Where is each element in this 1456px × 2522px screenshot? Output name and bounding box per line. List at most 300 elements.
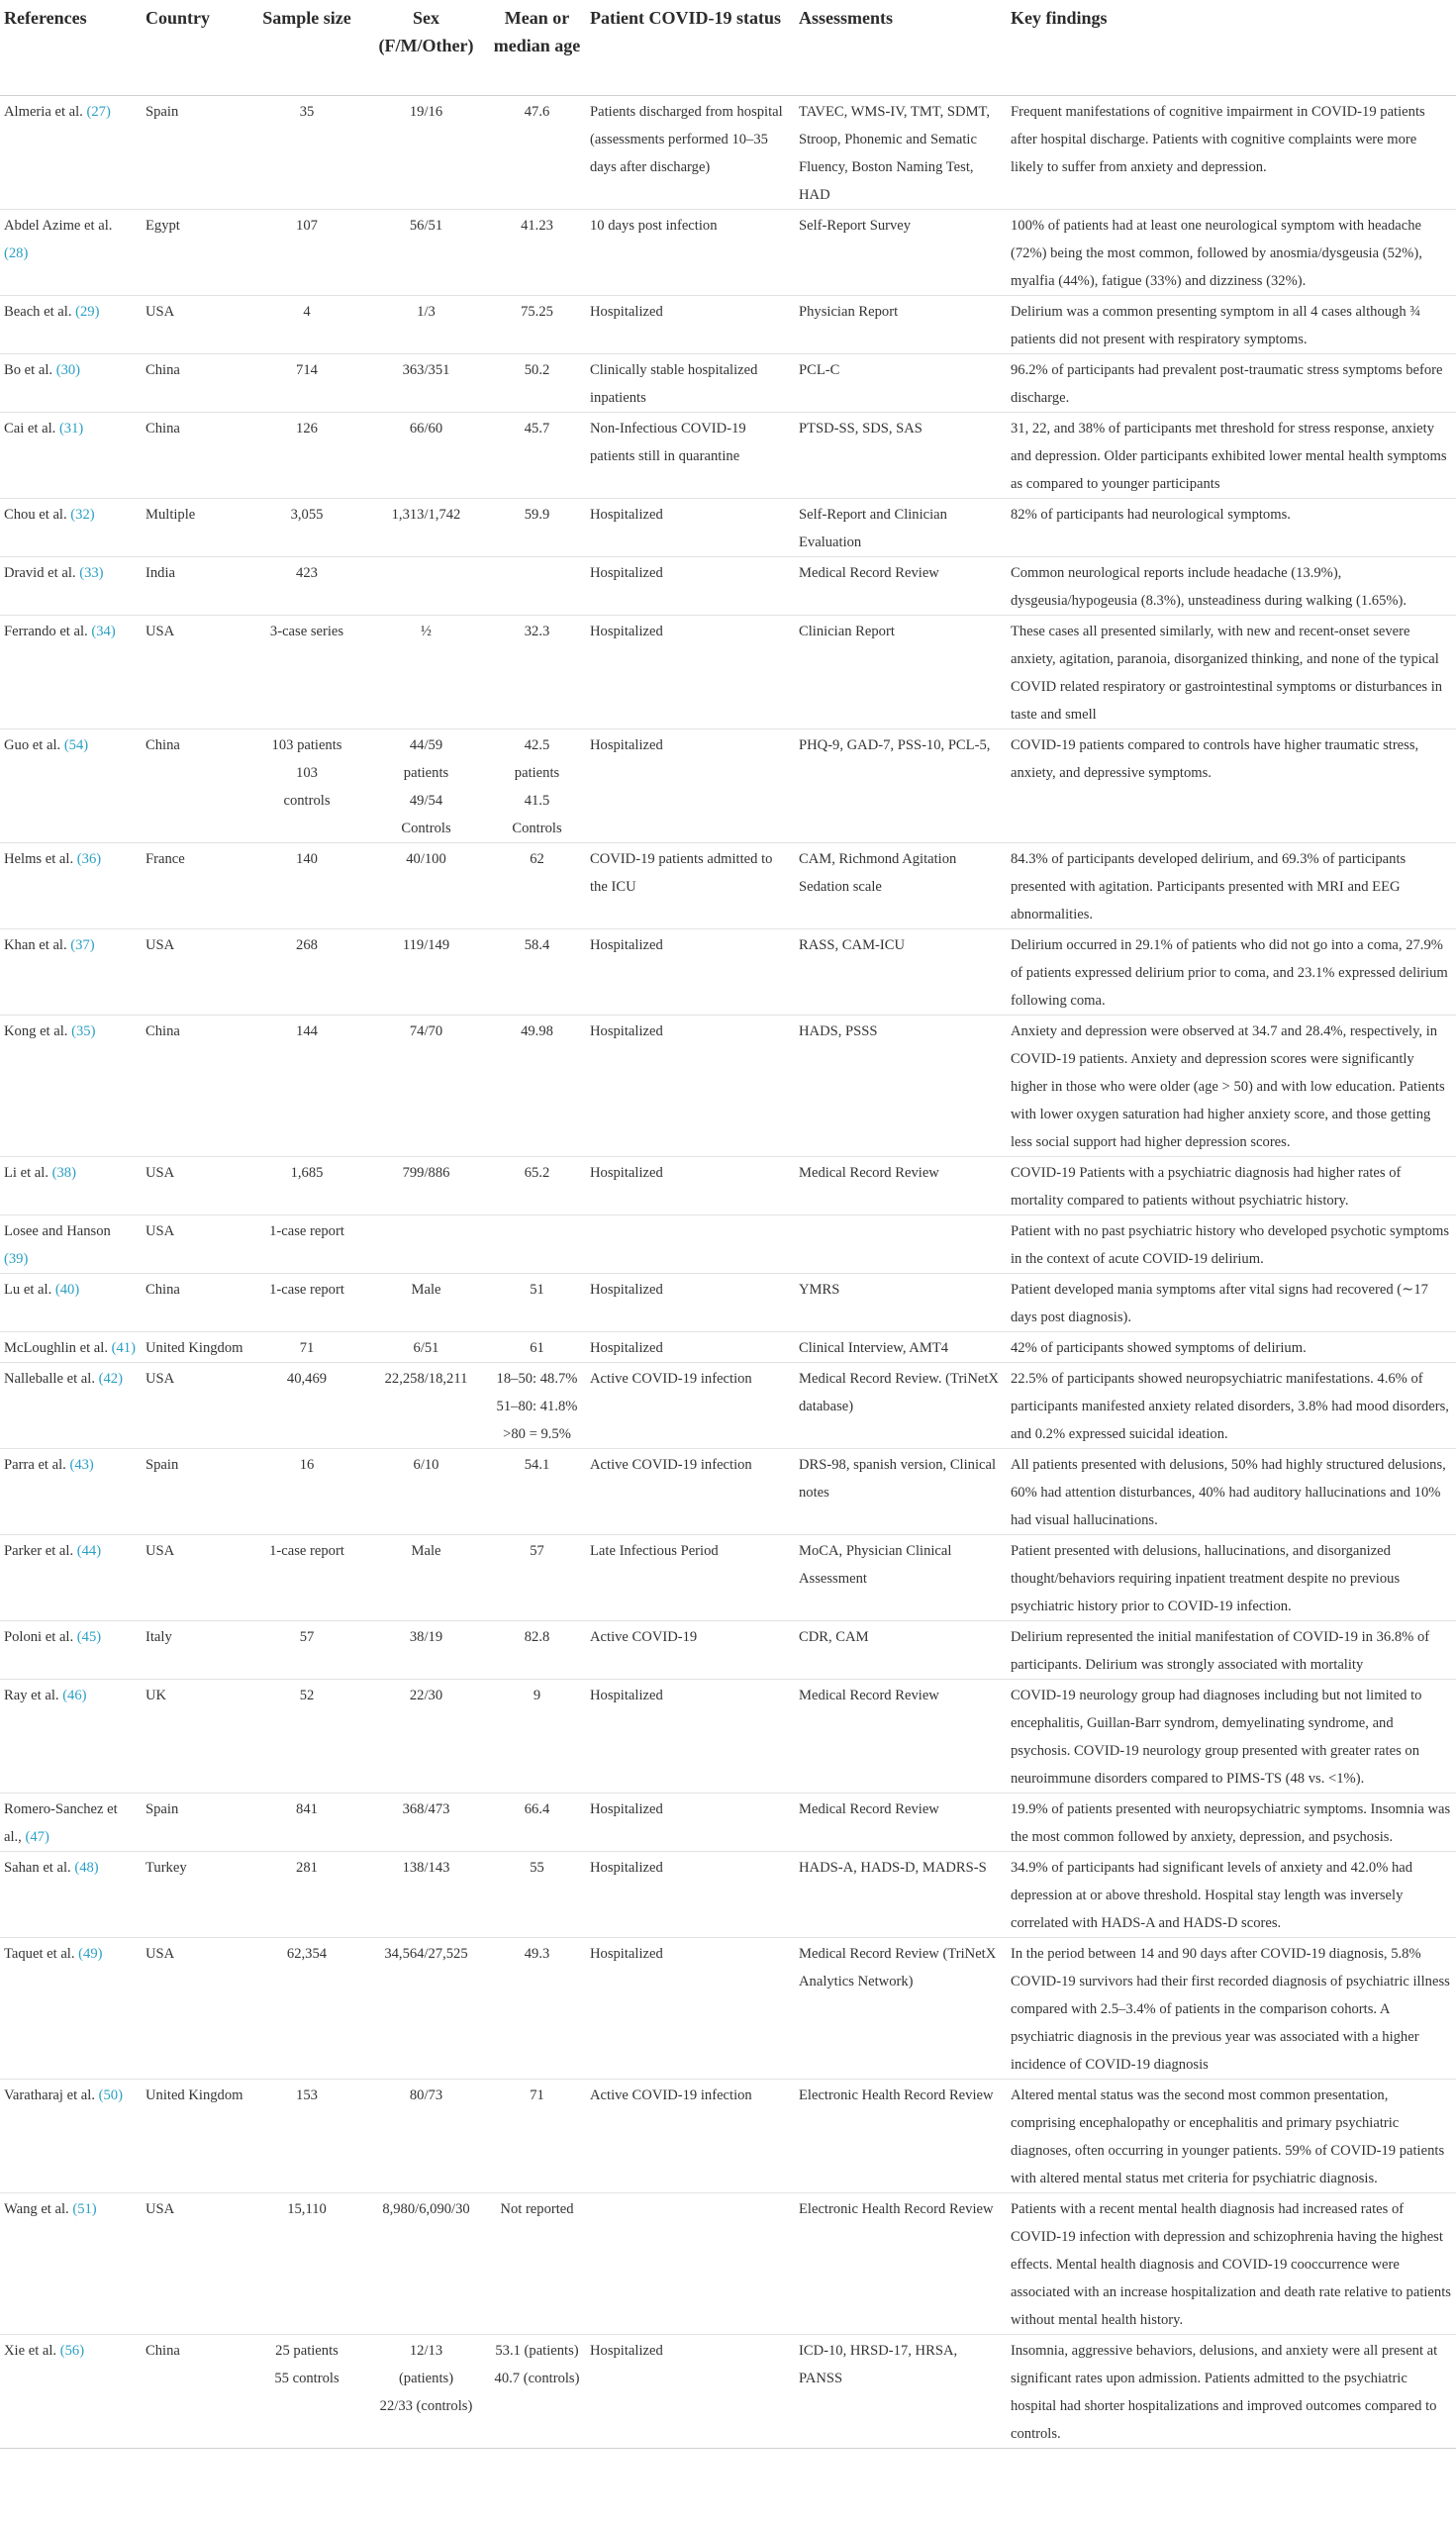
assessments-cell: Electronic Health Record Review (799, 2200, 994, 2217)
country-cell: USA (146, 1945, 175, 1962)
reference-name: Almeria et al. (4, 103, 83, 120)
reference-link[interactable]: (34) (91, 623, 116, 639)
age-cell: 49.3 (524, 1945, 550, 1962)
sex-cell: 40/100 (406, 850, 446, 867)
sample-size-cell: 144 (296, 1022, 318, 1039)
country-cell: Spain (146, 1456, 179, 1473)
country-cell: India (146, 564, 175, 581)
key-findings-cell: 42% of participants showed symptoms of delirium. (1011, 1339, 1307, 1356)
table-row (0, 1362, 1456, 1448)
assessments-cell: TAVEC, WMS-IV, TMT, SDMT, Stroop, Phonemic and Sematic Fluency, Boston Naming Test, HAD (799, 103, 991, 203)
reference-cell (0, 1273, 142, 1331)
reference-link[interactable]: (36) (76, 850, 102, 867)
reference-link[interactable]: (37) (70, 936, 95, 953)
reference-cell (0, 1015, 142, 1156)
country-cell: China (146, 736, 180, 753)
age-cell: 41.23 (521, 217, 553, 234)
status-cell: Hospitalized (590, 2342, 663, 2359)
age-cell: 66.4 (524, 1800, 550, 1817)
sex-cell: 1/3 (417, 303, 436, 320)
sample-size-cell: 3-case series (269, 623, 344, 639)
reference-name: Dravid et al. (4, 564, 76, 581)
key-findings-cell: Patient developed mania symptoms after vital signs had recovered (∼17 days post diagnosis). (1011, 1281, 1428, 1325)
header-assessments: Assessments (799, 8, 894, 28)
reference-name: Khan et al. (4, 936, 67, 953)
reference-name: Ray et al. (4, 1687, 59, 1703)
reference-link[interactable]: (40) (54, 1281, 80, 1298)
reference-cell (0, 2079, 142, 2192)
age-cell (488, 556, 586, 615)
table-row (0, 728, 1456, 842)
table-row (0, 1620, 1456, 1679)
reference-cell (0, 353, 142, 412)
sample-size-cell: 25 patients 55 controls (274, 2342, 340, 2386)
sex-cell (364, 556, 488, 615)
table-row (0, 556, 1456, 615)
table-row (0, 353, 1456, 412)
reference-link[interactable]: (54) (63, 736, 89, 753)
country-cell: UK (146, 1687, 167, 1703)
sex-cell: 6/51 (413, 1339, 439, 1356)
age-cell: 18–50: 48.7% 51–80: 41.8% >80 = 9.5% (496, 1370, 578, 1442)
reference-name: Parker et al. (4, 1542, 74, 1559)
status-cell: Active COVID-19 infection (590, 1370, 752, 1387)
reference-link[interactable]: (28) (4, 244, 29, 261)
assessments-cell: Medical Record Review (799, 1800, 939, 1817)
country-cell: United Kingdom (146, 2086, 243, 2103)
table-row (0, 1156, 1456, 1214)
key-findings-cell: Altered mental status was the second most common presentation, comprising encephalopathy or encephalitis and primary psychiatric diagnoses, often occurring in younger patients. 59% of COVID-19 patients with altered mental status met criteria for psychiatric diagnosis. (1011, 2086, 1445, 2186)
reference-link[interactable]: (38) (51, 1164, 76, 1181)
age-cell: 49.98 (521, 1022, 553, 1039)
assessments-cell: HADS, PSSS (799, 1022, 878, 1039)
age-cell: 47.6 (524, 103, 550, 120)
sex-cell: 44/59 patients 49/54 Controls (401, 736, 451, 836)
key-findings-cell: These cases all presented similarly, with new and recent-onset severe anxiety, agitation, paranoia, disorganized thinking, and none of the typical COVID related respiratory or gastrointestinal symptoms or disturbances in taste and smell (1011, 623, 1443, 723)
sample-size-cell: 3,055 (290, 506, 324, 523)
key-findings-cell: Common neurological reports include headache (13.9%), dysgeusia/hypogeusia (8.3%), unsteadiness during walking (1.65%). (1011, 564, 1407, 609)
age-cell: 82.8 (524, 1628, 550, 1645)
country-cell: Spain (146, 1800, 179, 1817)
reference-cell (0, 295, 142, 353)
sex-cell: 368/473 (402, 1800, 450, 1817)
assessments-cell: Medical Record Review (799, 564, 939, 581)
country-cell: China (146, 1281, 180, 1298)
table-row (0, 842, 1456, 928)
key-findings-cell: Delirium occurred in 29.1% of patients who did not go into a coma, 27.9% of patients expressed delirium prior to coma, and 23.1% expressed delirium following coma. (1011, 936, 1448, 1009)
status-cell: Hospitalized (590, 1339, 663, 1356)
reference-name: Cai et al. (4, 420, 56, 436)
reference-name: Wang et al. (4, 2200, 69, 2217)
status-cell: Active COVID-19 infection (590, 1456, 752, 1473)
sex-cell: 6/10 (413, 1456, 439, 1473)
status-cell: Hospitalized (590, 1022, 663, 1039)
reference-link[interactable]: (43) (69, 1456, 94, 1473)
sample-size-cell: 153 (296, 2086, 318, 2103)
reference-cell (0, 2334, 142, 2448)
status-cell: Non-Infectious COVID-19 patients still in quarantine (590, 420, 746, 464)
key-findings-cell: COVID-19 neurology group had diagnoses including but not limited to encephalitis, Guillan-Barr syndrom, demyelinating syndrome, and psychosis. COVID-19 neurology group presented with greater rates on neuroimmune disorders compared to PIMS-TS (48 vs. <1%). (1011, 1687, 1422, 1787)
reference-link[interactable]: (45) (76, 1628, 102, 1645)
age-cell: 55 (530, 1859, 544, 1876)
header-status: Patient COVID-19 status (590, 8, 781, 28)
country-cell: Turkey (146, 1859, 187, 1876)
assessments-cell: CDR, CAM (799, 1628, 869, 1645)
assessments-cell: Electronic Health Record Review (799, 2086, 994, 2103)
sample-size-cell: 1-case report (269, 1281, 344, 1298)
reference-name: Ferrando et al. (4, 623, 88, 639)
table-body (0, 95, 1456, 2448)
table-row (0, 209, 1456, 295)
assessments-cell: MoCA, Physician Clinical Assessment (799, 1542, 952, 1587)
reference-cell (0, 1937, 142, 2079)
sample-size-cell: 140 (296, 850, 318, 867)
reference-link[interactable]: (50) (98, 2086, 123, 2103)
age-cell: 53.1 (patients) 40.7 (controls) (494, 2342, 580, 2386)
reference-link[interactable]: (41) (111, 1339, 136, 1356)
reference-name: Bo et al. (4, 361, 53, 378)
sex-cell (364, 1214, 488, 1273)
status-cell: Hospitalized (590, 1945, 663, 1962)
age-cell: 71 (530, 2086, 544, 2103)
table-row (0, 1937, 1456, 2079)
reference-name: Guo et al. (4, 736, 61, 753)
age-cell (488, 1214, 586, 1273)
table-row (0, 615, 1456, 728)
key-findings-cell: 82% of participants had neurological symptoms. (1011, 506, 1291, 523)
assessments-cell: PTSD-SS, SDS, SAS (799, 420, 922, 436)
table-row (0, 1679, 1456, 1793)
sample-size-cell: 4 (303, 303, 311, 320)
header-sample-size: Sample size (262, 8, 351, 28)
reference-link[interactable]: (33) (79, 564, 104, 581)
status-cell: Hospitalized (590, 1687, 663, 1703)
reference-cell (0, 556, 142, 615)
assessments-cell: Self-Report and Clinician Evaluation (799, 506, 947, 550)
assessments-cell: ICD-10, HRSD-17, HRSA, PANSS (799, 2342, 958, 2386)
key-findings-cell: Delirium represented the initial manifestation of COVID-19 in 36.8% of participants. Delirium was strongly associated with mortality (1011, 1628, 1430, 1673)
country-cell: USA (146, 623, 175, 639)
table-row (0, 2079, 1456, 2192)
sample-size-cell: 52 (299, 1687, 315, 1703)
reference-name: Lu et al. (4, 1281, 52, 1298)
assessments-cell: Physician Report (799, 303, 899, 320)
table-row (0, 1214, 1456, 1273)
reference-link[interactable]: (47) (25, 1828, 49, 1845)
age-cell: 32.3 (524, 623, 550, 639)
age-cell: 57 (530, 1542, 544, 1559)
key-findings-cell: 84.3% of participants developed delirium, and 69.3% of participants presented with agitation. Participants presented with MRI and EEG abnormalities. (1011, 850, 1407, 922)
age-cell: 75.25 (521, 303, 553, 320)
status-cell: Hospitalized (590, 303, 663, 320)
status-cell: Hospitalized (590, 564, 663, 581)
status-cell: Hospitalized (590, 506, 663, 523)
country-cell: United Kingdom (146, 1339, 243, 1356)
reference-name: Poloni et al. (4, 1628, 74, 1645)
country-cell: USA (146, 1370, 175, 1387)
status-cell: Hospitalized (590, 1800, 663, 1817)
sex-cell: 19/16 (409, 103, 443, 120)
sex-cell: 119/149 (402, 936, 450, 953)
sample-size-cell: 57 (299, 1628, 315, 1645)
age-cell: 58.4 (524, 936, 550, 953)
reference-cell (0, 1362, 142, 1448)
sex-cell: 1,313/1,742 (391, 506, 461, 523)
key-findings-cell: Patient presented with delusions, hallucinations, and disorganized thought/behaviors requiring inpatient treatment despite no previous psychiatric history prior to COVID-19 infection. (1011, 1542, 1401, 1614)
age-cell: 45.7 (524, 420, 550, 436)
sex-cell: 22,258/18,211 (384, 1370, 468, 1387)
bottom-rule (0, 2448, 1456, 2449)
key-findings-cell: 19.9% of patients presented with neuropsychiatric symptoms. Insomnia was the most common followed by anxiety, depression, and psychosis. (1011, 1800, 1451, 1845)
status-cell: Hospitalized (590, 936, 663, 953)
reference-link[interactable]: (39) (4, 1250, 29, 1267)
reference-cell (0, 412, 142, 498)
country-cell: Multiple (146, 506, 196, 523)
reference-name: Kong et al. (4, 1022, 68, 1039)
key-findings-cell: 34.9% of participants had significant levels of anxiety and 42.0% had depression at or above threshold. Hospital stay length was inversely correlated with HADS-A and HADS-D scores. (1011, 1859, 1413, 1931)
header-key-findings: Key findings (1011, 8, 1108, 28)
reference-cell (0, 1679, 142, 1793)
country-cell: USA (146, 2200, 175, 2217)
reference-link[interactable]: (44) (76, 1542, 102, 1559)
reference-name: Abdel Azime et al. (4, 217, 113, 234)
status-cell: 10 days post infection (590, 217, 718, 234)
age-cell: 54.1 (524, 1456, 550, 1473)
reference-name: Taquet et al. (4, 1945, 75, 1962)
reference-name: Beach et al. (4, 303, 72, 320)
table-row (0, 1015, 1456, 1156)
reference-cell (0, 1156, 142, 1214)
reference-link[interactable]: (49) (78, 1945, 103, 1962)
header-country: Country (146, 8, 211, 28)
reference-cell (0, 1534, 142, 1620)
sample-size-cell: 841 (296, 1800, 318, 1817)
key-findings-cell: Anxiety and depression were observed at 34.7 and 28.4%, respectively, in COVID-19 patients. Anxiety and depression scores were significantly higher in those who were older (age > 50) and with low education. Patients with lower oxygen saturation had higher anxiety score, and those getting less social support had higher depression scores. (1011, 1022, 1445, 1150)
key-findings-cell: 31, 22, and 38% of participants met threshold for stress response, anxiety and depression. Older participants exhibited lower mental health symptoms as compared to younger participants (1011, 420, 1447, 492)
sample-size-cell: 423 (296, 564, 318, 581)
sample-size-cell: 71 (299, 1339, 315, 1356)
table-row (0, 1273, 1456, 1331)
country-cell: Italy (146, 1628, 172, 1645)
status-cell: Hospitalized (590, 1859, 663, 1876)
age-cell: Not reported (500, 2200, 574, 2217)
sample-size-cell: 62,354 (286, 1945, 328, 1962)
age-cell: 61 (530, 1339, 544, 1356)
reference-link[interactable]: (32) (70, 506, 95, 523)
age-cell: 42.5 patients 41.5 Controls (512, 736, 562, 836)
table-row (0, 295, 1456, 353)
table-row (0, 1534, 1456, 1620)
key-findings-cell: 100% of patients had at least one neurological symptom with headache (72%) being the most common, followed by anosmia/dysgeusia (52%), myalfia (44%), fatigue (33%) and dizziness (32%). (1011, 217, 1422, 289)
sample-size-cell: 40,469 (286, 1370, 328, 1387)
assessments-cell: Medical Record Review. (TriNetX database) (799, 1370, 999, 1414)
reference-link[interactable]: (31) (58, 420, 84, 436)
sex-cell: 74/70 (409, 1022, 443, 1039)
assessments-cell: HADS-A, HADS-D, MADRS-S (799, 1859, 987, 1876)
key-findings-cell: COVID-19 Patients with a psychiatric diagnosis had higher rates of mortality compared to patients without psychiatric history. (1011, 1164, 1402, 1209)
status-cell (586, 2192, 795, 2334)
sex-cell: 138/143 (402, 1859, 450, 1876)
reference-cell (0, 728, 142, 842)
sample-size-cell: 1,685 (290, 1164, 324, 1181)
assessments-cell: Medical Record Review (799, 1164, 939, 1181)
reference-cell (0, 615, 142, 728)
sex-cell: 12/13 (patients) 22/33 (controls) (379, 2342, 473, 2414)
reference-cell (0, 1851, 142, 1937)
reference-cell (0, 498, 142, 556)
reference-name: Losee and Hanson (4, 1222, 111, 1239)
sex-cell: 22/30 (409, 1687, 443, 1703)
status-cell: Late Infectious Period (590, 1542, 719, 1559)
reference-name: Li et al. (4, 1164, 49, 1181)
reference-cell (0, 1214, 142, 1273)
assessments-cell: Medical Record Review (TriNetX Analytics Network) (799, 1945, 997, 1989)
sex-cell: 799/886 (402, 1164, 450, 1181)
table-row (0, 1851, 1456, 1937)
country-cell: Egypt (146, 217, 180, 234)
country-cell: China (146, 1022, 180, 1039)
assessments-cell: Clinical Interview, AMT4 (799, 1339, 949, 1356)
table-row (0, 1793, 1456, 1851)
age-cell: 62 (530, 850, 544, 867)
country-cell: France (146, 850, 185, 867)
sample-size-cell: 103 patients 103 controls (271, 736, 342, 809)
key-findings-cell: 22.5% of participants showed neuropsychiatric manifestations. 4.6% of participants manifested anxiety related disorders, 3.8% had mood disorders, and 0.2% expressed suicidal ideation. (1011, 1370, 1449, 1442)
reference-name: Parra et al. (4, 1456, 66, 1473)
status-cell: Clinically stable hospitalized inpatients (590, 361, 758, 406)
status-cell: Active COVID-19 infection (590, 2086, 752, 2103)
reference-cell (0, 842, 142, 928)
reference-cell (0, 1620, 142, 1679)
country-cell: USA (146, 936, 175, 953)
reference-link[interactable]: (29) (75, 303, 100, 320)
status-cell: Hospitalized (590, 1164, 663, 1181)
reference-name: Chou et al. (4, 506, 67, 523)
status-cell: Hospitalized (590, 1281, 663, 1298)
header-age: Mean or median age (493, 8, 581, 55)
table-row (0, 95, 1456, 209)
header-sex: Sex (F/M/Other) (378, 8, 474, 55)
country-cell: China (146, 420, 180, 436)
country-cell: China (146, 361, 180, 378)
age-cell: 65.2 (524, 1164, 550, 1181)
status-cell: Active COVID-19 (590, 1628, 698, 1645)
status-cell (586, 1214, 795, 1273)
sex-cell: 56/51 (409, 217, 443, 234)
reference-cell (0, 209, 142, 295)
assessments-cell: CAM, Richmond Agitation Sedation scale (799, 850, 957, 895)
table-row (0, 1331, 1456, 1362)
table-row (0, 928, 1456, 1015)
age-cell: 50.2 (524, 361, 550, 378)
reference-link[interactable]: (51) (72, 2200, 97, 2217)
sex-cell: 34,564/27,525 (384, 1945, 468, 1962)
assessments-cell: PCL-C (799, 361, 840, 378)
country-cell: USA (146, 1542, 175, 1559)
assessments-cell: DRS-98, spanish version, Clinical notes (799, 1456, 997, 1501)
sex-cell: Male (411, 1281, 441, 1298)
country-cell: China (146, 2342, 180, 2359)
assessments-cell: RASS, CAM-ICU (799, 936, 906, 953)
sex-cell: 66/60 (409, 420, 443, 436)
key-findings-cell: Insomnia, aggressive behaviors, delusions, and anxiety were all present at significant rates upon admission. Patients admitted to the psychiatric hospital had shorter hospitalizations and improved outcomes compared to controls. (1011, 2342, 1438, 2442)
key-findings-cell: Patients with a recent mental health diagnosis had increased rates of COVID-19 infection with depression and schizophrenia having the highest effects. Mental health diagnosis and COVID-19 cooccurrence were associated with an increase hospitalization and death rate relative to patients without mental health history. (1011, 2200, 1451, 2328)
reference-link[interactable]: (27) (86, 103, 111, 120)
assessments-cell (795, 1214, 1007, 1273)
assessments-cell: Clinician Report (799, 623, 895, 639)
reference-cell (0, 95, 142, 209)
assessments-cell: Medical Record Review (799, 1687, 939, 1703)
reference-cell (0, 1448, 142, 1534)
status-cell: Patients discharged from hospital (assessments performed 10–35 days after discharge) (590, 103, 783, 175)
assessments-cell: PHQ-9, GAD-7, PSS-10, PCL-5, (799, 736, 991, 753)
reference-name: Nalleballe et al. (4, 1370, 95, 1387)
age-cell: 59.9 (524, 506, 550, 523)
country-cell: USA (146, 1222, 175, 1239)
reference-link[interactable]: (30) (55, 361, 81, 378)
key-findings-cell: Frequent manifestations of cognitive impairment in COVID-19 patients after hospital discharge. Patients with cognitive complaints were more likely to suffer from anxiety and depression. (1011, 103, 1425, 175)
sample-size-cell: 714 (296, 361, 318, 378)
reference-link[interactable]: (46) (62, 1687, 87, 1703)
reference-link[interactable]: (35) (71, 1022, 96, 1039)
reference-name: Varatharaj et al. (4, 2086, 95, 2103)
table-row (0, 412, 1456, 498)
key-findings-cell: All patients presented with delusions, 50% had highly structured delusions, 60% had attention disturbances, 40% had auditory hallucinations and 10% had visual hallucinations. (1011, 1456, 1446, 1528)
reference-cell (0, 1793, 142, 1851)
key-findings-cell: Patient with no past psychiatric history who developed psychotic symptoms in the context of acute COVID-19 delirium. (1011, 1222, 1450, 1267)
age-cell: 9 (533, 1687, 541, 1703)
reference-link[interactable]: (48) (74, 1859, 99, 1876)
sample-size-cell: 268 (296, 936, 318, 953)
table-row (0, 2192, 1456, 2334)
reference-link[interactable]: (56) (59, 2342, 85, 2359)
header-references: References (4, 8, 87, 28)
reference-cell (0, 1331, 142, 1362)
sample-size-cell: 126 (296, 420, 318, 436)
key-findings-cell: In the period between 14 and 90 days after COVID-19 diagnosis, 5.8% COVID-19 survivors had their first recorded diagnosis of psychiatric illness compared with 2.5–3.4% of patients in the comparison cohorts. A psychiatric diagnosis in the previous year was associated with a higher incidence of COVID-19 diagnosis (1011, 1945, 1450, 2073)
status-cell: Hospitalized (590, 736, 663, 753)
reference-name: Romero-Sanchez et al., (4, 1800, 118, 1845)
sample-size-cell: 15,110 (287, 2200, 327, 2217)
age-cell: 51 (530, 1281, 544, 1298)
country-cell: USA (146, 1164, 175, 1181)
assessments-cell: YMRS (799, 1281, 840, 1298)
sex-cell: 38/19 (409, 1628, 443, 1645)
header-row (0, 0, 1456, 95)
sample-size-cell: 16 (299, 1456, 315, 1473)
sample-size-cell: 1-case report (269, 1222, 344, 1239)
assessments-cell: Self-Report Survey (799, 217, 912, 234)
sample-size-cell: 35 (299, 103, 315, 120)
sample-size-cell: 281 (296, 1859, 318, 1876)
reference-link[interactable]: (42) (98, 1370, 123, 1387)
sex-cell: ½ (421, 623, 432, 639)
reference-name: Sahan et al. (4, 1859, 71, 1876)
country-cell: USA (146, 303, 175, 320)
reference-name: Xie et al. (4, 2342, 57, 2359)
sex-cell: Male (411, 1542, 441, 1559)
table-row (0, 2334, 1456, 2448)
table-row (0, 1448, 1456, 1534)
sample-size-cell: 1-case report (269, 1542, 344, 1559)
key-findings-cell: 96.2% of participants had prevalent post-traumatic stress symptoms before discharge. (1011, 361, 1443, 406)
key-findings-cell: COVID-19 patients compared to controls have higher traumatic stress, anxiety, and depressive symptoms. (1011, 736, 1419, 781)
sample-size-cell: 107 (296, 217, 318, 234)
sex-cell: 80/73 (409, 2086, 443, 2103)
reference-name: Helms et al. (4, 850, 74, 867)
reference-cell (0, 2192, 142, 2334)
sex-cell: 8,980/6,090/30 (382, 2200, 470, 2217)
